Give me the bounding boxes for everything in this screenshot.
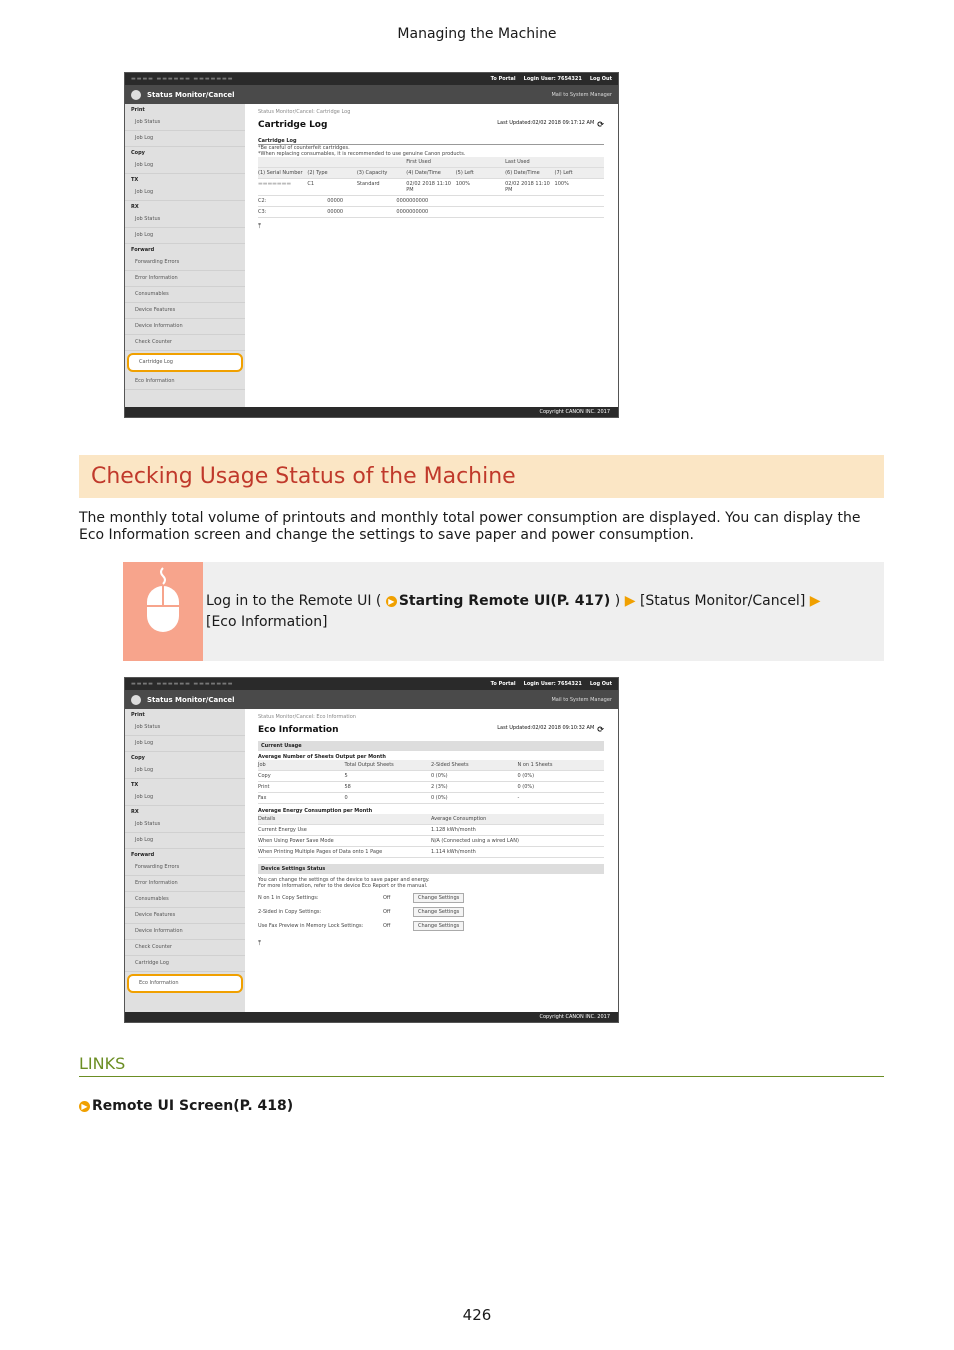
link-arrow-icon: ▶ [79,1101,90,1112]
cell: Copy [258,773,271,779]
sidebar-item-cartridge-log[interactable]: Cartridge Log [127,353,243,372]
table-group-header [258,157,604,168]
setting-value: Off [383,923,391,929]
title-bar [125,690,618,709]
remote-ui-screen-link[interactable]: Remote UI Screen(P. 418) [92,1098,294,1114]
cell: 1.128 kWh/month [431,827,476,833]
sidebar-item-device-features[interactable]: Device Features [125,303,245,319]
top-bar [125,678,618,690]
step-box [123,562,884,661]
sidebar-item-error-information[interactable]: Error Information [125,271,245,287]
table-row [258,207,604,218]
note-genuine: *When replacing consumables, it is recommended to use genuine Canon products. [258,151,466,157]
log-out-link[interactable]: Log Out [589,76,612,82]
sidebar-item-consumables[interactable]: Consumables [125,892,245,908]
breadcrumb: Status Monitor/Cancel: Cartridge Log [258,109,351,115]
scroll-top-icon[interactable]: ⤒ [258,939,262,947]
table-row [258,793,604,804]
section-title: Checking Usage Status of the Machine [91,464,516,489]
energy-table-header [258,814,604,825]
cell: 100% [554,181,569,187]
sidebar-section-tx: TX [131,782,139,788]
cell: C1 [307,181,315,187]
sidebar-item-print-job-log[interactable]: Job Log [125,736,245,752]
cell: Standard [356,181,380,187]
cell: N/A (Connected using a wired LAN) [431,838,519,844]
sidebar-section-print: Print [131,712,145,718]
sidebar-item-print-job-log[interactable]: Job Log [125,131,245,147]
sidebar-section-rx: RX [131,204,139,210]
col-job: Job [258,762,266,768]
sidebar-item-rx-job-status[interactable]: Job Status [125,817,245,833]
cell: Fax [258,795,267,801]
log-out-link[interactable]: Log Out [589,681,612,687]
sidebar-item-device-information[interactable]: Device Information [125,319,245,335]
setting-label: Use Fax Preview in Memory Lock Settings: [258,923,364,929]
mail-to-manager-link[interactable]: Mail to System Manager [551,696,612,703]
sidebar-item-check-counter[interactable]: Check Counter [125,940,245,956]
sidebar-item-consumables[interactable]: Consumables [125,287,245,303]
main-content [258,109,604,231]
app-title: Status Monitor/Cancel [147,90,235,99]
sidebar-item-device-features[interactable]: Device Features [125,908,245,924]
step-suffix: ) [614,593,621,609]
device-name-blurred: ▬▬▬▬ ▬▬▬▬▬▬ ▬▬▬▬▬▬▬ [131,76,234,82]
sidebar-item-rx-job-log[interactable]: Job Log [125,228,245,244]
eco-information-screenshot [124,677,619,1023]
cell: 0000000000 [396,209,429,215]
main-content [258,714,604,948]
page-title [258,725,604,735]
step-arrow-icon: ▶ [624,593,636,609]
setting-row [258,893,604,903]
cell: 00000 [327,198,344,204]
sidebar-item-rx-job-log[interactable]: Job Log [125,833,245,849]
cell: 5 [344,773,348,779]
sidebar-section-copy: Copy [131,755,145,761]
page-title [258,120,604,130]
col-2-sided: 2-Sided Sheets [431,762,469,768]
refresh-icon[interactable]: ⟳ [597,725,604,734]
table-row [258,782,604,793]
first-used-header: First Used [406,159,431,165]
avg-energy-heading: Average Energy Consumption per Month [258,808,373,814]
sidebar-item-cartridge-log[interactable]: Cartridge Log [125,956,245,972]
link-item[interactable] [79,1098,293,1114]
sidebar-item-copy-job-log[interactable]: Job Log [125,158,245,174]
sidebar-section-rx: RX [131,809,139,815]
table-row [258,825,604,836]
sidebar-item-tx-job-log[interactable]: Job Log [125,790,245,806]
change-settings-button[interactable]: Change Settings [413,907,464,917]
sidebar-item-copy-job-log[interactable]: Job Log [125,763,245,779]
sidebar-item-forwarding-errors[interactable]: Forwarding Errors [125,255,245,271]
cell: 00000 [327,209,344,215]
sidebar-item-print-job-status[interactable]: Job Status [125,115,245,131]
cell: Print [258,784,270,790]
cell: 0 (0%) [517,784,535,790]
page-title-text: Eco Information [258,725,339,735]
sidebar-section-tx: TX [131,177,139,183]
current-usage-bar: Current Usage [258,741,604,751]
device-name-blurred: ▬▬▬▬ ▬▬▬▬▬▬ ▬▬▬▬▬▬▬ [131,681,234,687]
col-serial: (1) Serial Number [258,170,303,176]
cartridge-log-heading: Cartridge Log [258,138,604,145]
step-text [206,591,846,633]
col-details: Details [258,816,276,822]
to-portal-link[interactable]: To Portal [490,681,516,687]
footer-copyright: Copyright CANON INC. 2017 [125,1012,618,1022]
step-prefix: Log in to the Remote UI ( [206,593,382,609]
change-settings-button[interactable]: Change Settings [413,893,464,903]
col-first-date: (4) Date/Time [406,170,441,176]
sidebar-item-tx-job-log[interactable]: Job Log [125,185,245,201]
table-row [258,847,604,858]
device-settings-note2: For more information, refer to the device Eco Report or the manual. [258,883,428,889]
setting-value: Off [383,895,391,901]
col-type: (2) Type [307,170,328,176]
device-settings-note1: You can change the settings of the device to save paper and energy. [258,877,430,883]
change-settings-button[interactable]: Change Settings [413,921,464,931]
sheets-table-header [258,760,604,771]
starting-remote-ui-link[interactable]: Starting Remote UI(P. 417) [398,593,611,609]
cell: 1.114 kWh/month [431,849,476,855]
cell: - [517,795,520,801]
table-row [258,771,604,782]
title-bar [125,85,618,104]
setting-value: Off [383,909,391,915]
cartridge-log-screenshot [124,72,619,418]
page-number: 426 [462,1306,492,1324]
cell: 0000000000 [396,198,429,204]
page-title-text: Cartridge Log [258,120,328,130]
sidebar-section-forward: Forward [131,247,155,253]
last-used-header: Last Used [505,159,530,165]
login-user-label: Login User: 7654321 [523,76,582,82]
cell: 100% [455,181,470,187]
table-header [258,168,604,179]
sidebar-item-print-job-status[interactable]: Job Status [125,720,245,736]
cell: 02/02 2018 11:10 PM [406,181,451,193]
link-arrow-icon: ▶ [386,596,397,607]
app-title: Status Monitor/Cancel [147,695,235,704]
cell: Current Energy Use [258,827,307,833]
top-bar [125,73,618,85]
cell: When Printing Multiple Pages of Data onto 1 Page [258,849,383,855]
cell: C3: [258,209,267,215]
sidebar-item-eco-information[interactable]: Eco Information [125,374,245,390]
sidebar [125,709,245,1012]
col-average: Average Consumption [431,816,487,822]
col-last-left: (7) Left [554,170,573,176]
sidebar-item-eco-information[interactable]: Eco Information [127,974,243,993]
links-heading: LINKS [79,1054,884,1077]
cell: 0 (0%) [431,773,448,779]
col-first-left: (5) Left [455,170,474,176]
sidebar [125,104,245,407]
col-last-date: (6) Date/Time [505,170,540,176]
step-item-eco-information: [Eco Information] [206,614,328,630]
col-n-on-1: N on 1 Sheets [517,762,553,768]
table-row [258,836,604,847]
sidebar-section-copy: Copy [131,150,145,156]
status-monitor-icon [131,90,141,100]
avg-sheets-heading: Average Number of Sheets Output per Month [258,754,386,760]
sidebar-section-forward: Forward [131,852,155,858]
last-updated: Last Updated:02/02 2018 09:10:32 AM [497,725,595,731]
setting-label: N on 1 in Copy Settings: [258,895,319,901]
login-user-label: Login User: 7654321 [523,681,582,687]
sidebar-item-check-counter[interactable]: Check Counter [125,335,245,351]
step-item-status-monitor: [Status Monitor/Cancel] [639,593,806,609]
col-total: Total Output Sheets [344,762,394,768]
setting-row [258,907,604,917]
mail-to-manager-link[interactable]: Mail to System Manager [551,91,612,98]
cell: 0 [344,795,348,801]
last-updated: Last Updated:02/02 2018 09:17:12 AM [497,120,595,126]
mouse-icon [123,562,203,661]
cell: 2 (3%) [431,784,448,790]
sidebar-item-device-information[interactable]: Device Information [125,924,245,940]
cell: 02/02 2018 11:10 PM [505,181,550,193]
scroll-top-icon[interactable]: ⤒ [258,222,262,230]
serial-blurred: ▬▬▬▬▬▬▬ [258,181,292,187]
section-heading-box [79,455,884,498]
footer-copyright: Copyright CANON INC. 2017 [125,407,618,417]
cell: C2: [258,198,267,204]
intro-paragraph: The monthly total volume of printouts and monthly total power consumption are displayed. You can display the Eco Information screen and change the settings to save paper and power consumption. [79,510,861,543]
setting-row [258,921,604,931]
table-row [258,179,604,196]
sidebar-section-print: Print [131,107,145,113]
cell: 0 (0%) [431,795,448,801]
breadcrumb: Status Monitor/Cancel: Eco Information [258,714,356,720]
cell: 0 (0%) [517,773,535,779]
refresh-icon[interactable]: ⟳ [597,120,604,129]
cell: When Using Power Save Mode [258,838,334,844]
device-settings-bar: Device Settings Status [258,864,604,874]
to-portal-link[interactable]: To Portal [490,76,516,82]
col-capacity: (3) Capacity [356,170,388,176]
sidebar-item-rx-job-status[interactable]: Job Status [125,212,245,228]
cell: 58 [344,784,351,790]
sidebar-item-forwarding-errors[interactable]: Forwarding Errors [125,860,245,876]
running-header: Managing the Machine [397,26,557,42]
setting-label: 2-Sided in Copy Settings: [258,909,322,915]
step-arrow-icon: ▶ [809,593,821,609]
sidebar-item-error-information[interactable]: Error Information [125,876,245,892]
status-monitor-icon [131,695,141,705]
note-counterfeit: *Be careful of counterfeit cartridges. [258,145,350,151]
table-row [258,196,604,207]
